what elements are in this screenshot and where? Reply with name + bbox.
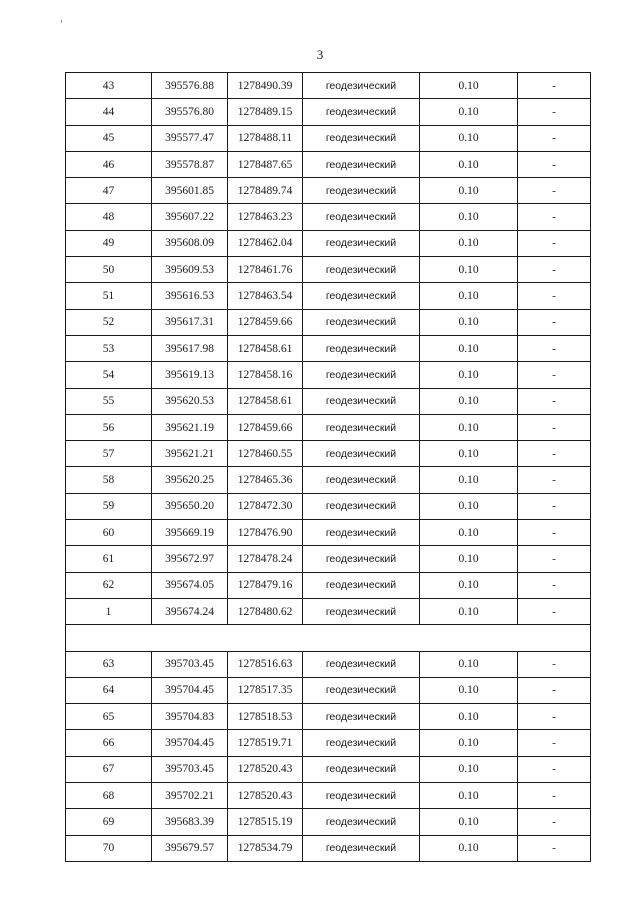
precision-cell: 0.10: [420, 704, 518, 730]
table-row: [66, 493, 591, 519]
table-row: [66, 362, 591, 388]
description-cell: -: [518, 362, 591, 388]
table-row: [66, 809, 591, 835]
point-number-cell: 61: [66, 546, 152, 572]
point-number-cell: 57: [66, 441, 152, 467]
table-row: [66, 572, 591, 598]
point-number-cell: 52: [66, 309, 152, 335]
table-row: [66, 730, 591, 756]
method-cell: геодезический: [303, 730, 420, 756]
precision-cell: 0.10: [420, 835, 518, 861]
precision-cell: 0.10: [420, 651, 518, 677]
table-row: [66, 704, 591, 730]
description-cell: -: [518, 572, 591, 598]
table-row: [66, 756, 591, 782]
y-coordinate-cell: 1278479.16: [228, 572, 303, 598]
x-coordinate-cell: 395702.21: [152, 783, 228, 809]
table-row: [66, 783, 591, 809]
method-cell: геодезический: [303, 783, 420, 809]
y-coordinate-cell: 1278463.54: [228, 283, 303, 309]
description-cell: -: [518, 151, 591, 177]
method-cell: геодезический: [303, 809, 420, 835]
x-coordinate-cell: 395679.57: [152, 835, 228, 861]
description-cell: -: [518, 204, 591, 230]
y-coordinate-cell: 1278515.19: [228, 809, 303, 835]
method-cell: геодезический: [303, 598, 420, 624]
method-cell: геодезический: [303, 204, 420, 230]
description-cell: -: [518, 73, 591, 99]
precision-cell: 0.10: [420, 756, 518, 782]
description-cell: -: [518, 809, 591, 835]
method-cell: геодезический: [303, 651, 420, 677]
x-coordinate-cell: 395617.98: [152, 335, 228, 361]
description-cell: -: [518, 598, 591, 624]
x-coordinate-cell: 395621.19: [152, 414, 228, 440]
y-coordinate-cell: 1278459.66: [228, 309, 303, 335]
table-row: [66, 441, 591, 467]
y-coordinate-cell: 1278480.62: [228, 598, 303, 624]
description-cell: -: [518, 704, 591, 730]
table-row: [66, 467, 591, 493]
precision-cell: 0.10: [420, 414, 518, 440]
precision-cell: 0.10: [420, 283, 518, 309]
table-row: [66, 546, 591, 572]
description-cell: -: [518, 257, 591, 283]
x-coordinate-cell: 395674.05: [152, 572, 228, 598]
x-coordinate-cell: 395669.19: [152, 520, 228, 546]
x-coordinate-cell: 395616.53: [152, 283, 228, 309]
table-row: [66, 388, 591, 414]
point-number-cell: 69: [66, 809, 152, 835]
y-coordinate-cell: 1278488.11: [228, 125, 303, 151]
precision-cell: 0.10: [420, 467, 518, 493]
y-coordinate-cell: 1278459.66: [228, 414, 303, 440]
point-number-cell: 47: [66, 178, 152, 204]
y-coordinate-cell: 1278519.71: [228, 730, 303, 756]
x-coordinate-cell: 395619.13: [152, 362, 228, 388]
table-row: [66, 651, 591, 677]
y-coordinate-cell: 1278478.24: [228, 546, 303, 572]
point-number-cell: 56: [66, 414, 152, 440]
table-row: [66, 230, 591, 256]
point-number-cell: 43: [66, 73, 152, 99]
precision-cell: 0.10: [420, 125, 518, 151]
precision-cell: 0.10: [420, 572, 518, 598]
point-number-cell: 64: [66, 677, 152, 703]
y-coordinate-cell: 1278489.74: [228, 178, 303, 204]
y-coordinate-cell: 1278490.39: [228, 73, 303, 99]
precision-cell: 0.10: [420, 783, 518, 809]
x-coordinate-cell: 395607.22: [152, 204, 228, 230]
method-cell: геодезический: [303, 835, 420, 861]
x-coordinate-cell: 395617.31: [152, 309, 228, 335]
method-cell: геодезический: [303, 388, 420, 414]
method-cell: геодезический: [303, 309, 420, 335]
point-number-cell: 53: [66, 335, 152, 361]
description-cell: -: [518, 783, 591, 809]
precision-cell: 0.10: [420, 677, 518, 703]
description-cell: -: [518, 99, 591, 125]
point-number-cell: 68: [66, 783, 152, 809]
point-number-cell: 63: [66, 651, 152, 677]
point-number-cell: 58: [66, 467, 152, 493]
description-cell: -: [518, 546, 591, 572]
method-cell: геодезический: [303, 520, 420, 546]
description-cell: -: [518, 756, 591, 782]
description-cell: -: [518, 309, 591, 335]
point-number-cell: 1: [66, 598, 152, 624]
method-cell: геодезический: [303, 362, 420, 388]
description-cell: -: [518, 520, 591, 546]
y-coordinate-cell: 1278487.65: [228, 151, 303, 177]
x-coordinate-cell: 395621.21: [152, 441, 228, 467]
precision-cell: 0.10: [420, 493, 518, 519]
description-cell: -: [518, 677, 591, 703]
method-cell: геодезический: [303, 677, 420, 703]
x-coordinate-cell: 395704.45: [152, 730, 228, 756]
description-cell: -: [518, 493, 591, 519]
method-cell: геодезический: [303, 756, 420, 782]
point-number-cell: 67: [66, 756, 152, 782]
y-coordinate-cell: 1278520.43: [228, 756, 303, 782]
table-row: [66, 178, 591, 204]
table-row: [66, 99, 591, 125]
description-cell: -: [518, 730, 591, 756]
table-row: [66, 73, 591, 99]
precision-cell: 0.10: [420, 730, 518, 756]
x-coordinate-cell: 395609.53: [152, 257, 228, 283]
point-number-cell: 46: [66, 151, 152, 177]
point-number-cell: 70: [66, 835, 152, 861]
x-coordinate-cell: 395620.25: [152, 467, 228, 493]
y-coordinate-cell: 1278518.53: [228, 704, 303, 730]
precision-cell: 0.10: [420, 335, 518, 361]
y-coordinate-cell: 1278458.61: [228, 335, 303, 361]
method-cell: геодезический: [303, 414, 420, 440]
method-cell: геодезический: [303, 73, 420, 99]
precision-cell: 0.10: [420, 809, 518, 835]
precision-cell: 0.10: [420, 546, 518, 572]
table-row: [66, 151, 591, 177]
x-coordinate-cell: 395704.45: [152, 677, 228, 703]
method-cell: геодезический: [303, 178, 420, 204]
point-number-cell: 50: [66, 257, 152, 283]
precision-cell: 0.10: [420, 520, 518, 546]
method-cell: геодезический: [303, 704, 420, 730]
description-cell: -: [518, 388, 591, 414]
description-cell: -: [518, 651, 591, 677]
precision-cell: 0.10: [420, 204, 518, 230]
method-cell: геодезический: [303, 257, 420, 283]
point-number-cell: 49: [66, 230, 152, 256]
x-coordinate-cell: 395601.85: [152, 178, 228, 204]
point-number-cell: 66: [66, 730, 152, 756]
method-cell: геодезический: [303, 572, 420, 598]
method-cell: геодезический: [303, 151, 420, 177]
precision-cell: 0.10: [420, 73, 518, 99]
y-coordinate-cell: 1278460.55: [228, 441, 303, 467]
separator-cell: [66, 625, 591, 651]
x-coordinate-cell: 395620.53: [152, 388, 228, 414]
method-cell: геодезический: [303, 230, 420, 256]
x-coordinate-cell: 395704.83: [152, 704, 228, 730]
page-number: 3: [316, 47, 324, 62]
table-row: [66, 677, 591, 703]
y-coordinate-cell: 1278517.35: [228, 677, 303, 703]
method-cell: геодезический: [303, 441, 420, 467]
precision-cell: 0.10: [420, 99, 518, 125]
method-cell: геодезический: [303, 467, 420, 493]
x-coordinate-cell: 395577.47: [152, 125, 228, 151]
x-coordinate-cell: 395576.80: [152, 99, 228, 125]
method-cell: геодезический: [303, 283, 420, 309]
precision-cell: 0.10: [420, 230, 518, 256]
y-coordinate-cell: 1278472.30: [228, 493, 303, 519]
method-cell: геодезический: [303, 125, 420, 151]
x-coordinate-cell: 395576.88: [152, 73, 228, 99]
x-coordinate-cell: 395674.24: [152, 598, 228, 624]
description-cell: -: [518, 230, 591, 256]
table-row: [66, 598, 591, 624]
table-separator-row: [66, 625, 591, 651]
description-cell: -: [518, 178, 591, 204]
y-coordinate-cell: 1278461.76: [228, 257, 303, 283]
table-row: [66, 414, 591, 440]
description-cell: -: [518, 441, 591, 467]
table-row: [66, 835, 591, 861]
table-row: [66, 309, 591, 335]
y-coordinate-cell: 1278458.16: [228, 362, 303, 388]
x-coordinate-cell: 395703.45: [152, 651, 228, 677]
y-coordinate-cell: 1278520.43: [228, 783, 303, 809]
table-row: [66, 204, 591, 230]
x-coordinate-cell: 395650.20: [152, 493, 228, 519]
table-row: [66, 125, 591, 151]
description-cell: -: [518, 835, 591, 861]
point-number-cell: 60: [66, 520, 152, 546]
precision-cell: 0.10: [420, 309, 518, 335]
description-cell: -: [518, 335, 591, 361]
x-coordinate-cell: 395608.09: [152, 230, 228, 256]
description-cell: -: [518, 125, 591, 151]
x-coordinate-cell: 395683.39: [152, 809, 228, 835]
point-number-cell: 45: [66, 125, 152, 151]
precision-cell: 0.10: [420, 388, 518, 414]
x-coordinate-cell: 395703.45: [152, 756, 228, 782]
point-number-cell: 59: [66, 493, 152, 519]
method-cell: геодезический: [303, 493, 420, 519]
y-coordinate-cell: 1278462.04: [228, 230, 303, 256]
x-coordinate-cell: 395672.97: [152, 546, 228, 572]
y-coordinate-cell: 1278534.79: [228, 835, 303, 861]
point-number-cell: 55: [66, 388, 152, 414]
y-coordinate-cell: 1278516.63: [228, 651, 303, 677]
y-coordinate-cell: 1278463.23: [228, 204, 303, 230]
precision-cell: 0.10: [420, 178, 518, 204]
coordinates-table: [65, 72, 591, 862]
table-body: [66, 73, 591, 862]
point-number-cell: 51: [66, 283, 152, 309]
precision-cell: 0.10: [420, 598, 518, 624]
point-number-cell: 65: [66, 704, 152, 730]
method-cell: геодезический: [303, 99, 420, 125]
scan-speck: [61, 20, 62, 23]
description-cell: -: [518, 467, 591, 493]
precision-cell: 0.10: [420, 362, 518, 388]
precision-cell: 0.10: [420, 441, 518, 467]
x-coordinate-cell: 395578.87: [152, 151, 228, 177]
method-cell: геодезический: [303, 546, 420, 572]
table-row: [66, 283, 591, 309]
y-coordinate-cell: 1278465.36: [228, 467, 303, 493]
y-coordinate-cell: 1278458.61: [228, 388, 303, 414]
table-row: [66, 335, 591, 361]
method-cell: геодезический: [303, 335, 420, 361]
point-number-cell: 48: [66, 204, 152, 230]
precision-cell: 0.10: [420, 257, 518, 283]
precision-cell: 0.10: [420, 151, 518, 177]
table-row: [66, 257, 591, 283]
y-coordinate-cell: 1278489.15: [228, 99, 303, 125]
point-number-cell: 54: [66, 362, 152, 388]
point-number-cell: 44: [66, 99, 152, 125]
table-row: [66, 520, 591, 546]
y-coordinate-cell: 1278476.90: [228, 520, 303, 546]
description-cell: -: [518, 283, 591, 309]
description-cell: -: [518, 414, 591, 440]
point-number-cell: 62: [66, 572, 152, 598]
